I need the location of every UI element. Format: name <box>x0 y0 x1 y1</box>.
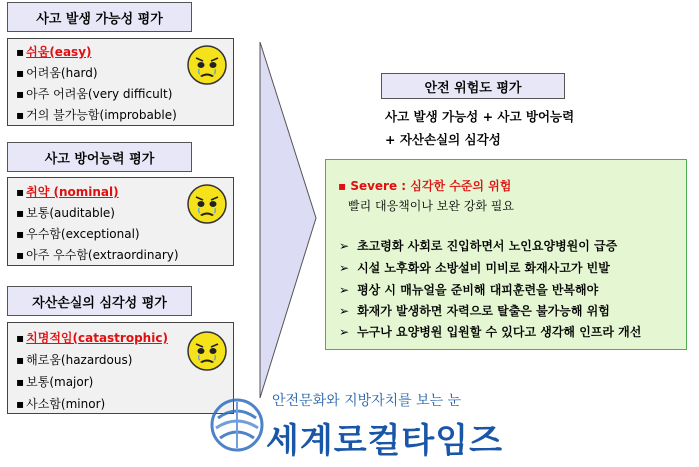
likelihood-item-label: 쉬움(easy) <box>26 45 92 59</box>
worried-face-icon <box>185 329 229 373</box>
defense-item: ▪ 우수함(exceptional) <box>16 227 140 241</box>
result-point <box>339 281 598 298</box>
severity-item-label: 보통(major) <box>26 375 94 389</box>
watermark-name: 세계로컬타임즈 <box>266 421 503 461</box>
risk-formula-line2: + 자산손실의 심각성 <box>385 132 501 147</box>
defense-title: 사고 방어능력 평가 <box>7 142 192 172</box>
severity-item-label: 사소함(minor) <box>26 397 106 411</box>
chevron-arrow-icon: ➢ <box>339 304 350 318</box>
severity-item-label: 치명적임(catastrophic) <box>26 331 168 345</box>
chevron-arrow-icon: ➢ <box>339 325 350 339</box>
result-point <box>339 302 610 319</box>
severity-title: 자산손실의 심각성 평가 <box>7 286 192 316</box>
severity-level-note: 빨리 대응책이나 보완 강화 필요 <box>348 199 514 213</box>
watermark-logo-icon <box>208 396 266 454</box>
severity-level: ▪ Severe : 심각한 수준의 위험 <box>338 179 512 193</box>
likelihood-item: ▪ 거의 불가능함(improbable) <box>16 108 177 122</box>
chevron-arrow-icon: ➢ <box>339 261 350 275</box>
defense-item-label: 아주 우수함(extraordinary) <box>26 248 179 262</box>
worried-face-icon <box>185 182 229 226</box>
likelihood-item-label: 아주 어려움(very difficult) <box>26 87 173 101</box>
result-point-text: 평상 시 매뉴얼을 준비해 대피훈련을 반복해야 <box>357 283 599 297</box>
result-point-text: 누구나 요양병원 입원할 수 있다고 생각해 인프라 개선 <box>357 325 642 339</box>
result-point-text: 화재가 발생하면 자력으로 탈출은 불가능해 위험 <box>357 304 610 318</box>
defense-item-label: 보통(auditable) <box>26 206 115 220</box>
risk-formula-line1: 사고 발생 가능성 + 사고 방어능력 <box>385 109 575 124</box>
defense-item-label: 취약 (nominal) <box>26 185 119 199</box>
severity-panel <box>7 322 234 414</box>
worried-face-icon <box>185 43 229 87</box>
likelihood-item: ▪ 쉬움(easy) <box>16 45 92 59</box>
severity-item-label: 해로움(hazardous) <box>26 353 133 367</box>
likelihood-item-label: 거의 불가능함(improbable) <box>26 108 177 122</box>
chevron-arrow-icon: ➢ <box>339 239 350 253</box>
defense-item: ▪ 아주 우수함(extraordinary) <box>16 248 179 262</box>
likelihood-panel <box>7 38 234 126</box>
severity-item: ▪ 보통(major) <box>16 375 94 389</box>
likelihood-title: 사고 발생 가능성 평가 <box>7 2 192 32</box>
chevron-arrow-icon: ➢ <box>339 283 350 297</box>
likelihood-item: ▪ 어려움(hard) <box>16 66 98 80</box>
severity-level-label: Severe : 심각한 수준의 위험 <box>350 179 512 193</box>
defense-panel <box>7 177 234 266</box>
defense-item: ▪ 취약 (nominal) <box>16 185 119 199</box>
result-point-text: 시설 노후화와 소방설비 미비로 화재사고가 빈발 <box>357 261 610 275</box>
result-point <box>339 259 610 276</box>
severity-item: ▪ 해로움(hazardous) <box>16 353 133 367</box>
likelihood-item: ▪ 아주 어려움(very difficult) <box>16 87 173 101</box>
likelihood-item-label: 어려움(hard) <box>26 66 98 80</box>
process-arrow-icon <box>258 40 318 400</box>
result-point <box>339 237 617 254</box>
watermark-tagline: 안전문화와 지방자치를 보는 눈 <box>272 393 462 409</box>
defense-item-label: 우수함(exceptional) <box>26 227 140 241</box>
result-box <box>325 159 687 350</box>
severity-item: ▪ 치명적임(catastrophic) <box>16 331 168 345</box>
severity-item: ▪ 사소함(minor) <box>16 397 106 411</box>
risk-title: 안전 위험도 평가 <box>381 73 565 99</box>
defense-item: ▪ 보통(auditable) <box>16 206 115 220</box>
result-point-text: 초고령화 사회로 진입하면서 노인요양병원이 급증 <box>357 239 618 253</box>
result-point <box>339 323 641 340</box>
